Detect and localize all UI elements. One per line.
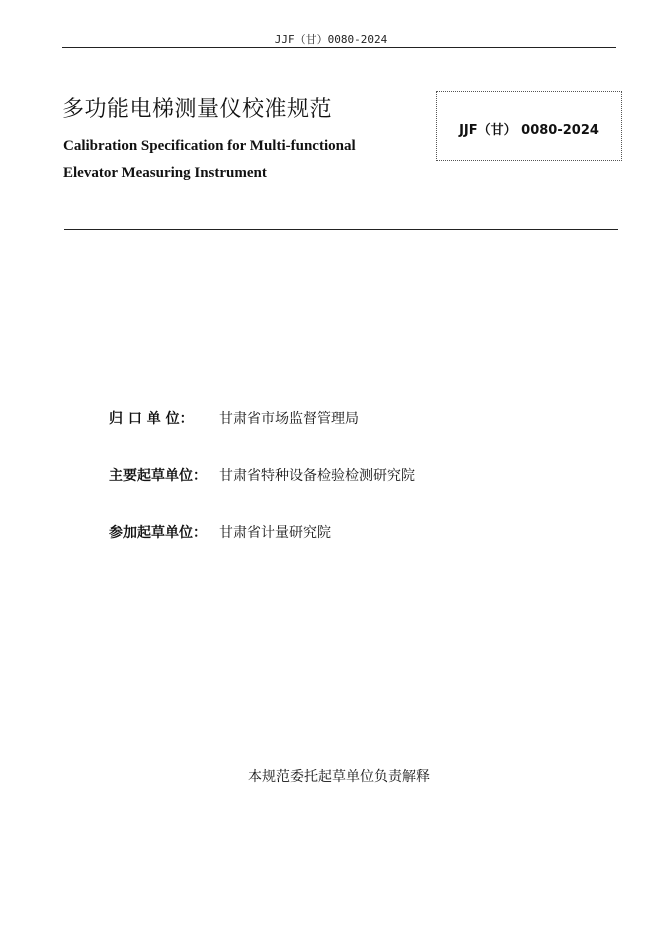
org-value: 甘肃省市场监督管理局	[219, 411, 359, 427]
header-rule	[62, 47, 616, 48]
org-label: 参加起草单位：	[109, 525, 207, 541]
document-title-english-line-2: Elevator Measuring Instrument	[63, 165, 267, 181]
specification-code-box	[436, 91, 622, 161]
org-value: 甘肃省计量研究院	[219, 525, 331, 541]
org-row-main-drafting-unit	[109, 465, 415, 485]
org-label: 主要起草单位：	[109, 468, 207, 484]
running-header: JJF（甘）0080-2024	[274, 33, 388, 46]
document-title-chinese: 多功能电梯测量仪校准规范	[62, 97, 333, 122]
document-title-english-line-1: Calibration Specification for Multi-functional	[63, 138, 356, 154]
specification-code: JJF（甘） 0080-2024	[459, 123, 599, 138]
title-divider	[64, 229, 618, 230]
org-value: 甘肃省特种设备检验检测研究院	[219, 468, 415, 484]
org-label: 归 口 单 位：	[109, 411, 194, 427]
org-row-responsible-unit	[109, 408, 359, 428]
interpretation-note: 本规范委托起草单位负责解释	[248, 769, 430, 785]
org-row-participating-unit	[109, 522, 331, 542]
